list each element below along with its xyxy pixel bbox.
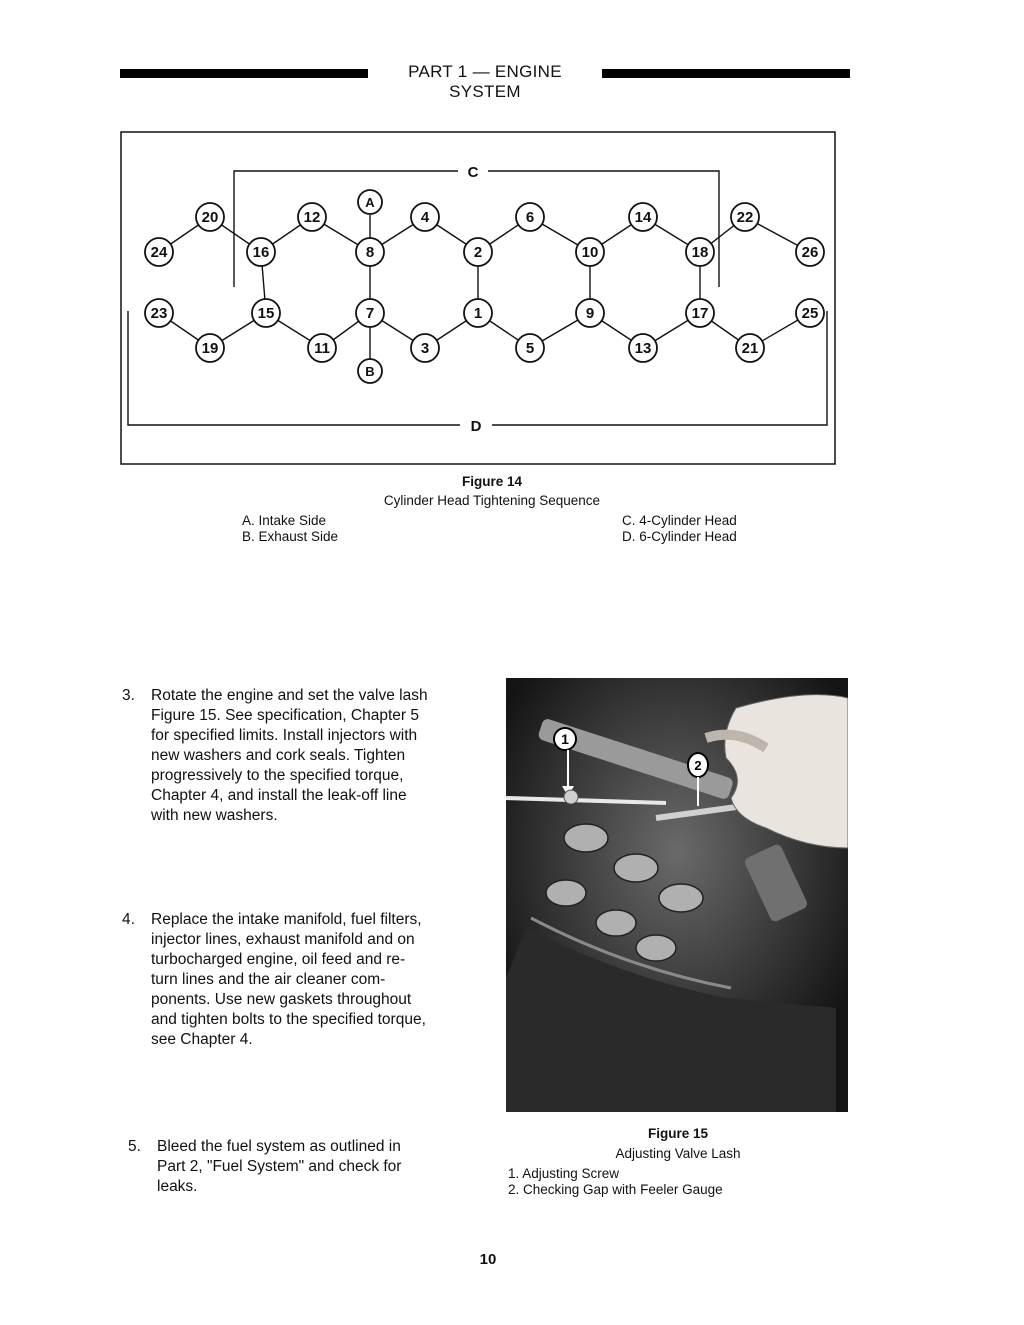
bolt-label: 21: [741, 340, 759, 357]
step-line: and tighten bolts to the specified torque,: [151, 1011, 426, 1028]
header-rule-right: [594, 69, 850, 78]
label-b: B: [365, 364, 375, 379]
cylinder-head-diagram: [120, 131, 836, 465]
step-3: [122, 686, 458, 831]
step-5: [128, 1137, 464, 1201]
connector-lines: [128, 171, 827, 425]
figure15-subtitle: Adjusting Valve Lash: [615, 1146, 741, 1161]
bolt-label: 20: [201, 209, 219, 226]
step-line: injector lines, exhaust manifold and on: [151, 931, 415, 948]
bolt-label: 9: [585, 305, 595, 322]
step-line: ponents. Use new gaskets throughout: [151, 991, 412, 1008]
bolt-label: 24: [150, 244, 168, 261]
header-rule-left: [120, 69, 368, 78]
bolt-label: 26: [801, 244, 819, 261]
step-line: Replace the intake manifold, fuel filters,: [151, 911, 422, 928]
step-line: with new washers.: [151, 807, 278, 824]
figure15-legend-1: 1. Adjusting Screw: [508, 1166, 620, 1181]
bolt-label: 8: [365, 244, 375, 261]
bolt-label: 19: [201, 340, 219, 357]
figure14-legend-d: D. 6-Cylinder Head: [622, 529, 737, 544]
step-line: see Chapter 4.: [151, 1031, 253, 1048]
figure14-title: Figure 14: [461, 474, 523, 489]
callout-label-2: 2: [694, 758, 702, 773]
bolt-label: 25: [801, 305, 819, 322]
bolt-label: 14: [634, 209, 652, 226]
step-line: turbocharged engine, oil feed and re-: [151, 951, 406, 968]
label-c: C: [467, 164, 479, 181]
bolt-label: 1: [473, 305, 483, 322]
figure15-legend-2: 2. Checking Gap with Feeler Gauge: [508, 1182, 723, 1197]
bolt-label: 2: [473, 244, 483, 261]
photo-illustration: [506, 678, 848, 1112]
bolt-label: 7: [365, 305, 375, 322]
bolt-label: 17: [691, 305, 709, 322]
bolt-circles: [145, 190, 824, 383]
bolt-label: 13: [634, 340, 652, 357]
step-number: 4.: [122, 911, 135, 928]
step-line: Bleed the fuel system as outlined in: [157, 1138, 401, 1155]
bolt-label: 6: [525, 209, 535, 226]
figure14-legend-a: A. Intake Side: [242, 513, 327, 528]
bolt-label: 4: [420, 209, 430, 226]
callout-label-1: 1: [561, 731, 569, 747]
figure14-subtitle: Cylinder Head Tightening Sequence: [383, 493, 601, 508]
bolt-label: 5: [525, 340, 535, 357]
step-number: 3.: [122, 687, 135, 704]
step-line: progressively to the specified torque,: [151, 767, 404, 784]
bolt-label: 18: [691, 244, 709, 261]
bolt-label: 3: [420, 340, 430, 357]
step-line: Rotate the engine and set the valve lash: [151, 687, 428, 704]
step-number: 5.: [128, 1138, 141, 1155]
bolt-label: 16: [252, 244, 270, 261]
figure14-legend-b: B. Exhaust Side: [242, 529, 339, 544]
valve-lash-photo: [506, 678, 848, 1112]
step-line: new washers and cork seals. Tighten: [151, 747, 406, 764]
label-a: A: [365, 195, 375, 210]
figure15-title: Figure 15: [647, 1126, 709, 1141]
page-header-title: PART 1 — ENGINE SYSTEM: [368, 62, 602, 102]
bolt-label: 12: [303, 209, 321, 226]
bolt-label: 15: [257, 305, 275, 322]
bolt-label: 22: [736, 209, 754, 226]
step-line: turn lines and the air cleaner com-: [151, 971, 386, 988]
page-number: 10: [479, 1251, 497, 1268]
bolt-label: 10: [581, 244, 599, 261]
step-4: [122, 910, 458, 1055]
bolt-label: 23: [150, 305, 168, 322]
label-d: D: [470, 418, 482, 435]
step-line: Chapter 4, and install the leak-off line: [151, 787, 407, 804]
figure14-legend-c: C. 4-Cylinder Head: [622, 513, 737, 528]
step-line: Part 2, "Fuel System" and check for: [157, 1158, 402, 1175]
step-line: leaks.: [157, 1178, 198, 1195]
step-line: Figure 15. See specification, Chapter 5: [151, 707, 419, 724]
bolt-label: 11: [314, 340, 330, 357]
step-line: for specified limits. Install injectors with: [151, 727, 418, 744]
